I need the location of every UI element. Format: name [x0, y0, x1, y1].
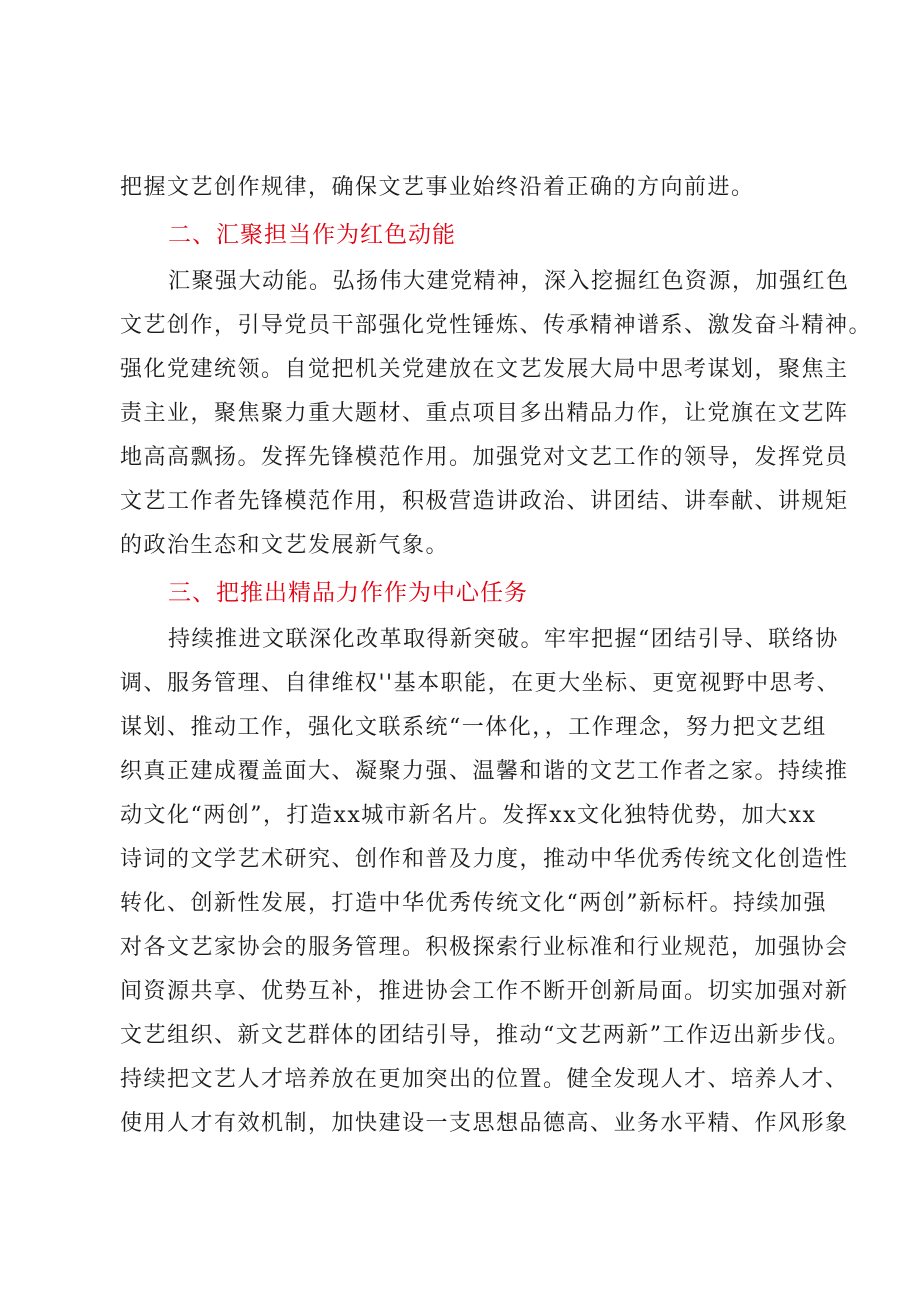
text-line: 织真正建成覆盖面大、凝聚力强、温馨和谐的文艺工作者之家。持续推: [120, 759, 849, 784]
text-line: 的政治生态和文艺发展新气象。: [120, 533, 450, 558]
text-line: 对各文艺家协会的服务管理。积极探索行业标准和行业规范，加强协会: [120, 935, 849, 960]
section-heading-3: 三、把推出精品力作作为中心任务: [168, 580, 528, 606]
text-line: 持续推进文联深化改革取得新突破。牢牢把握“团结引导、联络协: [168, 627, 839, 652]
text-line: 间资源共享、优势互补，推进协会工作不断开创新局面。切实加强对新: [120, 979, 849, 1004]
section-3-paragraph: [120, 618, 851, 1146]
text-line: 强化党建统领。自觉把机关党建放在文艺发展大局中思考谋划，聚焦主: [120, 357, 849, 382]
text-line: 转化、创新性发展，打造中华优秀传统文化“两创”新标杆。持续加强: [120, 891, 827, 916]
section-heading-2: 二、汇聚担当作为红色动能: [168, 222, 456, 248]
text-line: 调、服务管理、自律维权''基本职能，在更大坐标、更宽视野中思考、: [120, 671, 841, 696]
text-line: 持续把文艺人才培养放在更加突出的位置。健全发现人才、培养人才、: [120, 1067, 849, 1092]
text-line: 文艺组织、新文艺群体的团结引导，推动“文艺两新”工作迈出新步伐。: [120, 1023, 851, 1048]
document-body: [120, 166, 873, 1146]
intro-paragraph: [120, 166, 800, 210]
text-line: 文艺创作，引导党员干部强化党性锤炼、传承精神谱系、激发奋斗精神。: [120, 313, 873, 338]
section-2-paragraph: [120, 260, 873, 568]
text-line: 地高高飘扬。发挥先锋模范作用。加强党对文艺工作的领导，发挥党员: [120, 445, 849, 470]
text-line: 把握文艺创作规律，确保文艺事业始终沿着正确的方向前进。: [120, 175, 755, 200]
text-line: 使用人才有效机制，加快建设一支思想品德高、业务水平精、作风形象: [120, 1111, 849, 1136]
text-line: 汇聚强大动能。弘扬伟大建党精神，深入挖掘红色资源，加强红色: [168, 269, 850, 294]
text-line: 诗词的文学艺术研究、创作和普及力度，推动中华优秀传统文化创造性: [120, 847, 849, 872]
text-line: 动文化“两创”，打造xx城市新名片。发挥xx文化独特优势，加大xx: [120, 803, 817, 828]
text-line: 责主业，聚焦聚力重大题材、重点项目多出精品力作，让党旗在文艺阵: [120, 401, 849, 426]
text-line: 文艺工作者先锋模范作用，积极营造讲政治、讲团结、讲奉献、讲规矩: [120, 489, 849, 514]
text-line: 谋划、推动工作，强化文联系统“一体化，，工作理念，努力把文艺组: [120, 715, 827, 740]
